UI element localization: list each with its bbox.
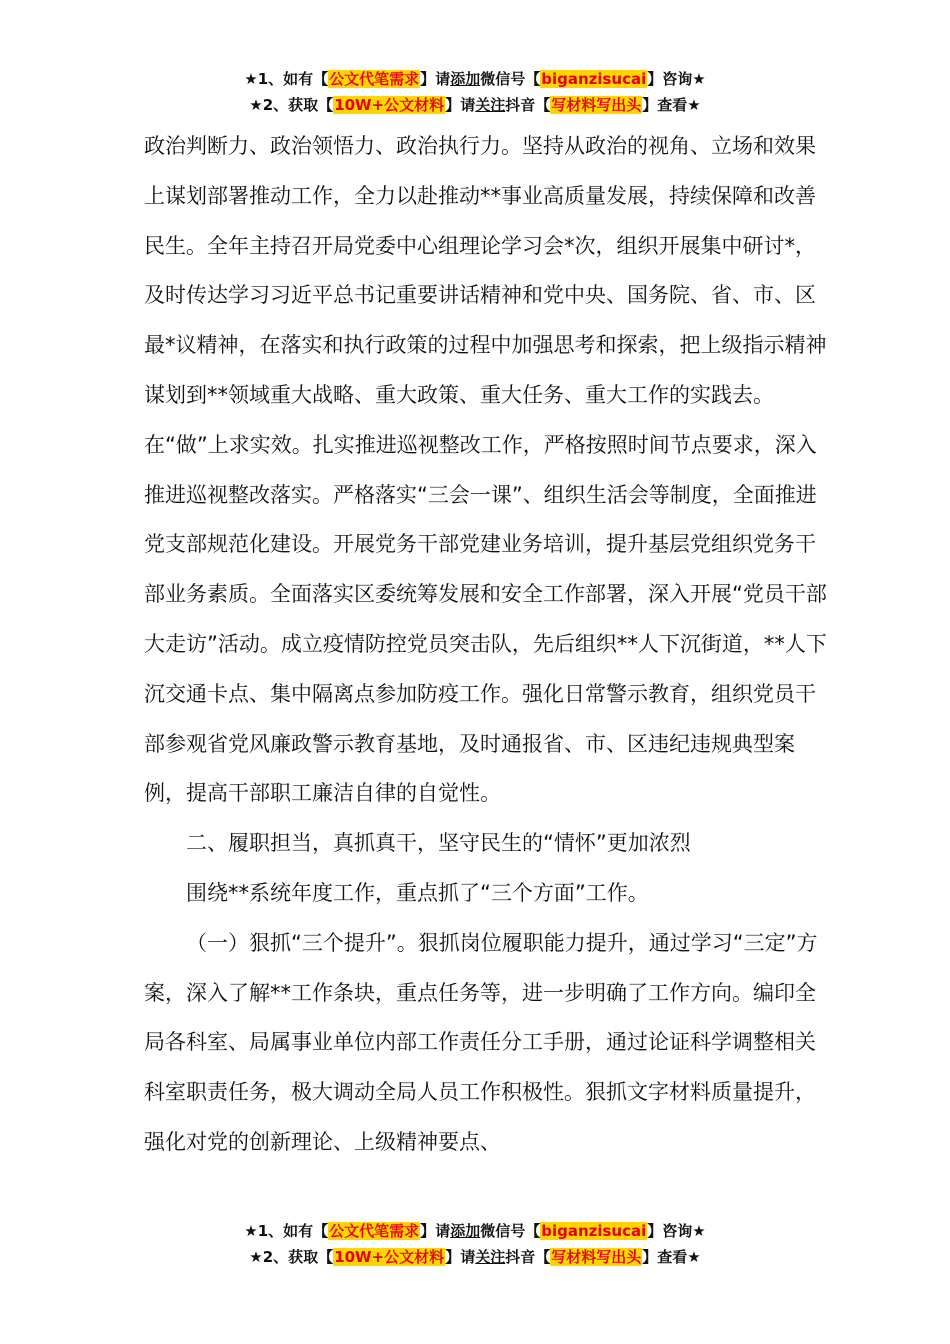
- underlined-text: 添加: [450, 70, 481, 88]
- highlight-materials: 10W+公文材料: [334, 96, 445, 114]
- banner-text: 】请: [420, 70, 451, 88]
- banner-line-2: [0, 92, 950, 118]
- banner-text: 】咨询★: [647, 70, 706, 88]
- section-heading: 二、履职担当，真抓真干，坚守民生的“情怀”更加浓烈: [186, 831, 691, 856]
- banner-line-1: [0, 1218, 950, 1244]
- banner-text: 微信号【: [480, 70, 541, 88]
- banner-text: 】请: [420, 1222, 451, 1240]
- banner-text: 】请: [445, 96, 476, 114]
- banner-line-2: [0, 1244, 950, 1270]
- underlined-text: 添加: [450, 1222, 481, 1240]
- highlight-service: 公文代笔需求: [329, 70, 420, 88]
- header-banner: [0, 66, 950, 118]
- banner-text: ★1、如有【: [244, 70, 329, 88]
- footer-banner: [0, 1218, 950, 1270]
- banner-text: ★1、如有【: [244, 1222, 329, 1240]
- banner-text: 】请: [445, 1248, 476, 1266]
- banner-text: 抖音【: [505, 96, 551, 114]
- banner-text: ★2、获取【: [249, 96, 334, 114]
- highlight-service: 公文代笔需求: [329, 1222, 420, 1240]
- body-paragraph: 政治判断力、政治领悟力、政治执行力。坚持从政治的视角、立场和效果上谋划部署推动工作，全力以赴推动**事业高质量发展，持续保障和改善民生。全年主持召开局党委中心组理论学习会*次，组织开展集中研讨*，及时传达学习习近平总书记重要讲话精神和党中央、国务院、省、市、区最*议精神，在落实和执行政策的过程中加强思考和探索，把上级指示精神谋划到**领域重大战略、重大政策、重大任务、重大工作的实践去。在“做”上求实效。扎实推进巡视整改工作，严格按照时间节点要求，深入推进巡视整改落实。严格落实“三会一课”、组织生活会等制度，全面推进党支部规范化建设。开展党务干部党建业务培训，提升基层党组织党务干部业务素质。全面落实区委统筹发展和安全工作部署，深入开展“党员干部大走访”活动。成立疫情防控党员突击队，先后组织**人下沉街道，**人下沉交通卡点、集中隔离点参加防疫工作。强化日常警示教育，组织党员干部参观省党风廉政警示教育基地，及时通报省、市、区违纪违规典型案例，提高干部职工廉洁自律的自觉性。: [144, 134, 827, 806]
- highlight-douyin-account: 写材料写出头: [551, 1248, 642, 1266]
- banner-text: 抖音【: [505, 1248, 551, 1266]
- highlight-wechat-id: biganzisucai: [541, 70, 647, 88]
- banner-text: 】咨询★: [647, 1222, 706, 1240]
- banner-text: ★2、获取【: [249, 1248, 334, 1266]
- highlight-materials: 10W+公文材料: [334, 1248, 445, 1266]
- highlight-wechat-id: biganzisucai: [541, 1222, 647, 1240]
- body-paragraph: 围绕**系统年度工作，重点抓了“三个方面”工作。: [186, 880, 649, 905]
- highlight-douyin-account: 写材料写出头: [551, 96, 642, 114]
- banner-text: 微信号【: [480, 1222, 541, 1240]
- body-paragraph: （一）狠抓“三个提升”。狠抓岗位履职能力提升，通过学习“三定”方案，深入了解**工作条块，重点任务等，进一步明确了工作方向。编印全局各科室、局属事业单位内部工作责任分工手册，通过论证科学调整相关科室职责任务，极大调动全局人员工作积极性。狠抓文字材料质量提升，强化对党的创新理论、上级精神要点、: [144, 930, 818, 1154]
- banner-text: 】查看★: [642, 96, 701, 114]
- document-body: [144, 122, 834, 1168]
- underlined-text: 关注: [475, 96, 506, 114]
- banner-text: 】查看★: [642, 1248, 701, 1266]
- underlined-text: 关注: [475, 1248, 506, 1266]
- banner-line-1: [0, 66, 950, 92]
